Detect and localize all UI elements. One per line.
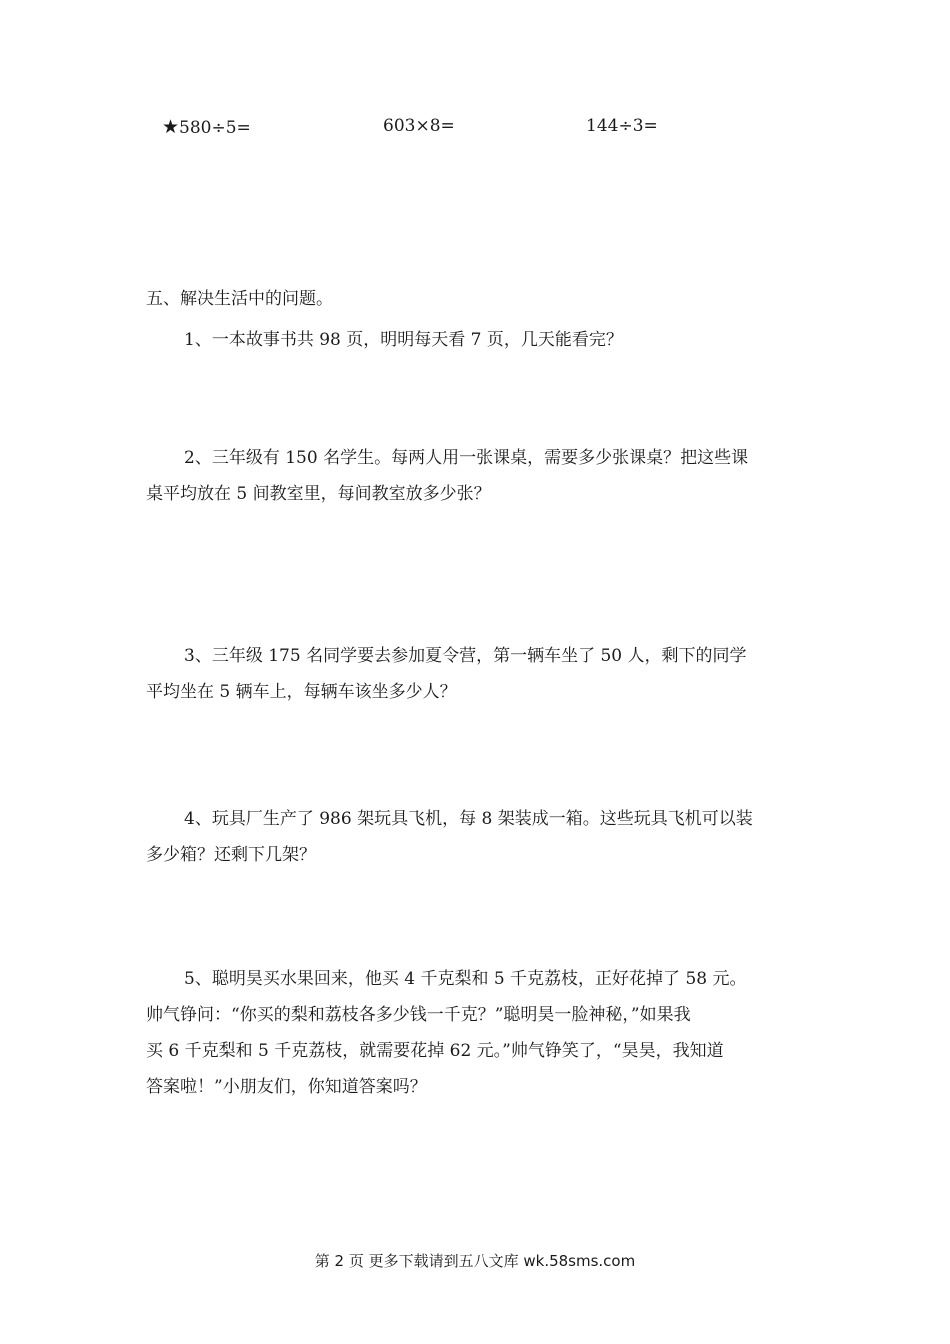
calculation-expression: 580÷5=	[179, 118, 251, 138]
problem-line: 答案啦！”小朋友们，你知道答案吗？	[146, 1077, 427, 1097]
problem-line: 平均坐在 5 辆车上，每辆车该坐多少人？	[146, 682, 457, 702]
problem-line: 买 6 千克梨和 5 千克荔枝，就需要花掉 62 元。”帅气铮笑了，“昊昊，我知道	[146, 1041, 724, 1061]
section-title: 五、解决生活中的问题。	[146, 289, 333, 309]
problem-line: 4、玩具厂生产了 986 架玩具飞机，每 8 架装成一箱。这些玩具飞机可以装	[184, 809, 753, 829]
calculation-item-2	[383, 116, 455, 136]
problem-line: 帅气铮问：“你买的梨和荔枝各多少钱一千克？”聪明昊一脸神秘，”如果我	[146, 1005, 691, 1025]
problem-line: 2、三年级有 150 名学生。每两人用一张课桌，需要多少张课桌？把这些课	[184, 448, 749, 468]
word-problem-4	[146, 801, 806, 873]
calculation-item-3	[586, 116, 658, 136]
word-problem-3	[146, 638, 806, 710]
problem-line: 桌平均放在 5 间教室里，每间教室放多少张？	[146, 484, 491, 504]
calculation-expression: 603×8=	[383, 116, 455, 136]
problem-line: 1、一本故事书共 98 页，明明每天看 7 页，几天能看完？	[184, 330, 623, 350]
problem-line: 3、三年级 175 名同学要去参加夏令营，第一辆车坐了 50 人，剩下的同学	[184, 646, 747, 666]
star-icon: ★	[162, 116, 180, 138]
word-problem-5	[146, 961, 806, 1105]
page-footer: 第 2 页 更多下载请到五八文库 wk.58sms.com	[314, 1252, 636, 1270]
problem-line: 5、聪明昊买水果回来，他买 4 千克梨和 5 千克荔枝，正好花掉了 58 元。	[184, 969, 747, 989]
word-problem-1	[146, 322, 806, 358]
word-problem-2	[146, 440, 806, 512]
calculation-item-1	[162, 116, 251, 138]
calculation-expression: 144÷3=	[586, 116, 658, 136]
calculation-row	[0, 116, 950, 140]
problem-line: 多少箱？还剩下几架？	[146, 845, 316, 865]
